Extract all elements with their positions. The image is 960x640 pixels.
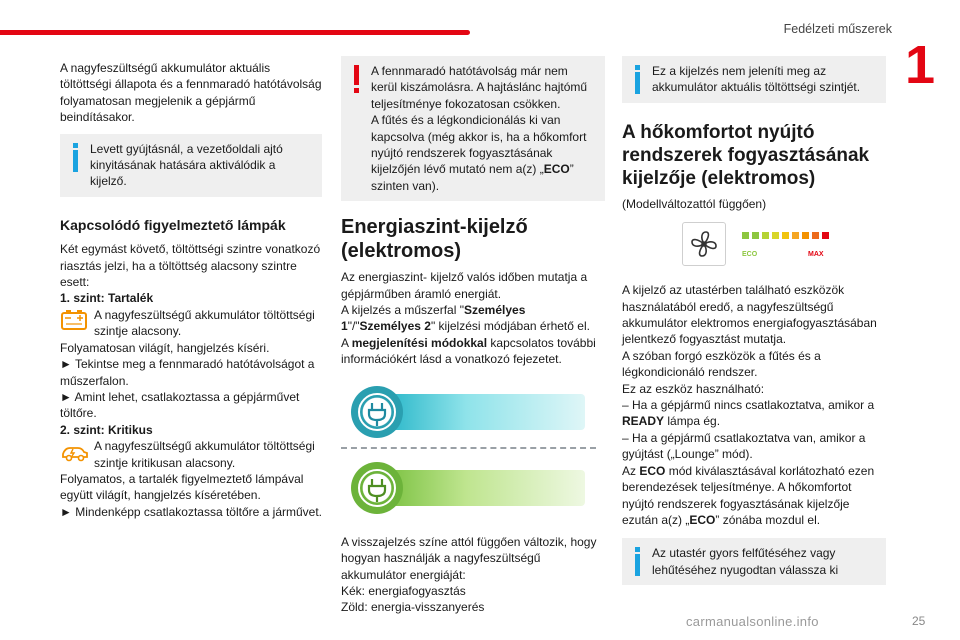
model-variant-note: (Modellváltozattól függően) — [622, 196, 767, 211]
level1-after3: ► Amint lehet, csatlakoztassa a gépjárművet töltőre. — [60, 389, 300, 421]
warning-lamps-paragraph: Két egymást követő, töltöttségi szintre vonatkozó riasztás jelzi, ha a töltöttség alacsony szintre esett: — [60, 242, 321, 290]
thermal-li2: – Ha a gépjármű csatlakoztatva van, amikor a gyújtást („Lounge” mód). — [622, 430, 866, 462]
warning-note — [341, 56, 605, 201]
thermal-p2: A szóban forgó eszközök a fűtés és a légkondicionáló rendszer. — [622, 348, 821, 380]
column-2 — [341, 56, 605, 616]
level1-row — [60, 307, 322, 340]
page-number: 25 — [912, 614, 926, 628]
scale-segment — [802, 232, 809, 239]
info-note-heating-text: Az utastér gyors felfűtéséhez vagy lehűtéséhez nyugodtan válassza ki — [652, 546, 839, 577]
scale-segment — [752, 232, 759, 239]
level2-text: A nagyfeszültségű akkumulátor töltöttségi szintje kritikusan alacsony. — [94, 439, 315, 470]
chapter-number: 1 — [905, 35, 936, 95]
level1-after2: ► Tekintse meg a fennmaradó hatótávolságot a műszerfalon. — [60, 357, 315, 388]
intro-paragraph: A nagyfeszültségű akkumulátor aktuális töltöttségi állapota és a fennmaradó hatótávolság folyamatosan megjelenik a gépjármű beindításakor. — [60, 61, 322, 125]
max-label: MAX — [808, 251, 824, 259]
warning-note-text-2: A fűtés és a légkondicionálás ki van kapcsolva (még akkor is, ha a hőkomfort nyújtó rendszerek fogyasztásának kijelzőjén lévő mutató nem a(z) „ECO” szinten van). — [371, 113, 587, 193]
thermal-comfort-heading: A hőkomfortot nyújtó rendszerek fogyasztásának kijelzője (elektromos) — [622, 121, 870, 189]
warning-icon — [350, 64, 364, 98]
energy-p1: Az energiaszint- kijelző valós időben mutatja a gépjárműben áramló energiát. — [341, 270, 588, 301]
fan-icon — [682, 222, 726, 266]
energy-blue: Kék: energiafogyasztás — [341, 583, 466, 598]
section-heading-warning-lamps: Kapcsolódó figyelmeztető lámpák — [60, 216, 286, 233]
critical-battery-icon — [60, 438, 90, 466]
energy-recovery-gauge — [351, 462, 586, 514]
eco-label: ECO — [742, 251, 758, 259]
energy-p4: A visszajelzés színe attól függően változik, hogy hogyan használják a nagyfeszültségű akkumulátor energiáját: — [341, 534, 597, 582]
level2-row — [60, 438, 322, 471]
scale-segment — [822, 232, 829, 239]
energy-level-heading: Energiaszint-kijelző (elektromos) — [341, 216, 528, 263]
level2-title: 2. szint: Kritikus — [60, 422, 153, 437]
level2-after2: ► Mindenképp csatlakoztassa töltőre a járművet. — [60, 504, 323, 519]
info-icon — [69, 142, 83, 176]
energy-p3: A megjelenítési módokkal kapcsolatos további információkért lásd a vonatkozó fejezetet. — [341, 335, 596, 367]
warning-note-text: A fennmaradó hatótávolság már nem kerül kiszámolásra. A hajtáslánc hajtómű teljesítménye fokozatosan csökken. — [371, 64, 588, 111]
info-icon — [631, 546, 645, 580]
column-3 — [622, 56, 886, 593]
scale-segment — [782, 232, 789, 239]
energy-p2: A kijelzés a műszerfal "Személyes 1"/"Személyes 2" kijelzési módjában érhető el. — [341, 303, 590, 334]
thermal-p1: A kijelző az utastérben található eszközök használatából eredő, a nagyfeszültségű akkumulátor elektromos energiafogyasztásában jelentkező fogyasztást mutatja. — [622, 283, 877, 347]
thermal-p4: Az ECO mód kiválasztásával korlátozható ezen berendezések teljesítménye. A hőkomfortot nyújtó rendszerek fogyasztásának kijelzője ezután a(z) „ECO” zónába mozdul el. — [622, 463, 875, 527]
scale-segment — [812, 232, 819, 239]
thermal-consumption-indicator — [682, 222, 922, 270]
thermal-li1: – Ha a gépjármű nincs csatlakoztatva, amikor a READY lámpa ég. — [622, 398, 875, 429]
info-icon — [631, 64, 645, 98]
energy-gauge-illustration — [341, 378, 601, 528]
header-red-bar — [0, 30, 470, 35]
energy-consumption-gauge — [351, 386, 586, 438]
info-note-heating — [622, 538, 886, 585]
section-title: Fedélzeti műszerek — [783, 22, 892, 36]
info-note — [60, 134, 322, 197]
separator-dashed-line — [341, 447, 596, 449]
battery-warning-icon — [60, 307, 90, 335]
top-bar — [0, 0, 960, 36]
level1-after1: Folyamatosan világít, hangjelzés kíséri. — [60, 340, 270, 355]
column-1 — [60, 60, 322, 520]
watermark: carmanualsonline.info — [686, 614, 819, 629]
scale-segment — [742, 232, 749, 239]
level2-after1: Folyamatos, a tartalék figyelmeztető lámpával együtt világít, hangjelzés kíséretében. — [60, 471, 304, 503]
level1-title: 1. szint: Tartalék — [60, 291, 154, 306]
scale-segment — [772, 232, 779, 239]
level1-text: A nagyfeszültségű akkumulátor töltöttségi szintje alacsony. — [94, 307, 315, 339]
energy-green: Zöld: energia-visszanyerés — [341, 600, 485, 615]
info-note-text: Levett gyújtásnál, a vezetőoldali ajtó kinyitásának hatására aktiválódik a kijelző. — [90, 141, 283, 189]
scale-segment — [762, 232, 769, 239]
thermal-p3: Ez az eszköz használható: — [622, 381, 765, 396]
info-note-battery-text: Ez a kijelzés nem jeleníti meg az akkumulátor aktuális töltöttségi szintjét. — [652, 64, 861, 95]
info-note-battery — [622, 56, 886, 103]
scale-segment — [792, 232, 799, 239]
